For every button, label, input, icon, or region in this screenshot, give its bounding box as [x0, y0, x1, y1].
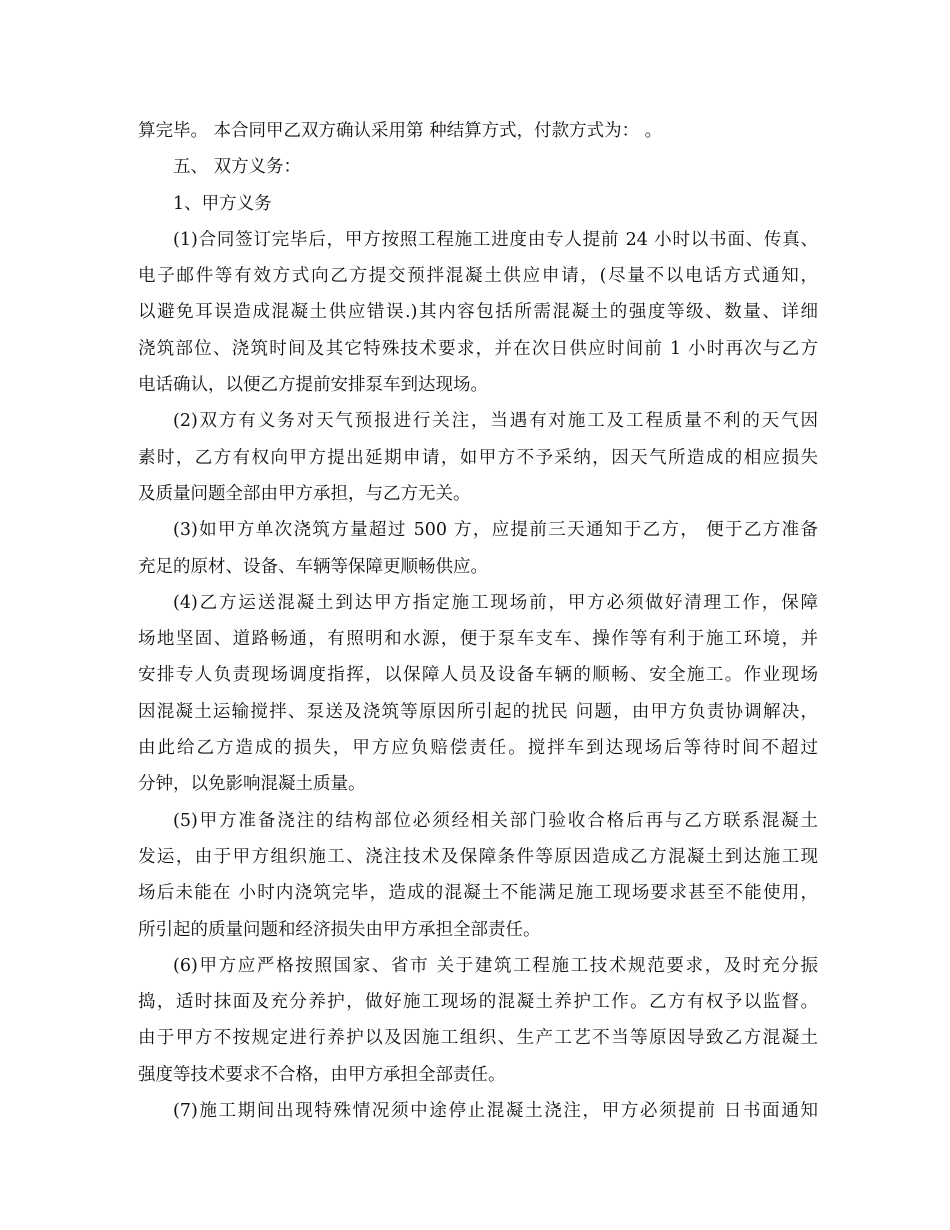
text-line: 充足的原材、设备、车辆等保障更顺畅供应。	[138, 556, 488, 577]
text-line: 及质量问题全部由甲方承担，与乙方无关。	[138, 483, 471, 504]
text-line: (2)双方有义务对天气预报进行关注，当遇有对施工及工程质量不利的天气因	[173, 411, 818, 432]
text-line: (5)甲方准备浇注的结构部位必须经相关部门验收合格后再与乙方联系混凝土	[173, 810, 818, 831]
text-line: 浇筑部位、浇筑时间及其它特殊技术要求，并在次日供应时间前 1 小时再次与乙方	[138, 338, 818, 359]
text-line: (7)施工期间出现特殊情况须中途停止混凝土浇注，甲方必须提前 日书面通知	[173, 1101, 818, 1122]
text-line: (4)乙方运送混凝土到达甲方指定施工现场前，甲方必须做好清理工作，保障	[173, 592, 818, 613]
text-line: 电子邮件等有效方式向乙方提交预拌混凝土供应申请，(尽量不以电话方式通知，	[138, 266, 818, 287]
text-line: 1、甲方义务	[173, 193, 272, 214]
text-line: 场地坚固、道路畅通，有照明和水源，便于泵车支车、操作等有利于施工环境，并	[138, 629, 818, 650]
text-line: 分钟，以免影响混凝土质量。	[138, 774, 366, 795]
text-line: 电话确认，以便乙方提前安排泵车到达现场。	[138, 375, 488, 396]
text-line: (6)甲方应严格按照国家、省市 关于建筑工程施工技术规范要求，及时充分振	[173, 955, 818, 976]
document-body	[138, 113, 818, 1129]
text-line: 由于甲方不按规定进行养护以及因施工组织、生产工艺不当等原因导致乙方混凝土	[138, 1028, 818, 1049]
text-line: 由此给乙方造成的损失，甲方应负赔偿责任。搅拌车到达现场后等待时间不超过	[138, 738, 818, 759]
text-line: 安排专人负责现场调度指挥，以保障人员及设备车辆的顺畅、安全施工。作业现场	[138, 665, 818, 686]
text-line: 发运，由于甲方组织施工、浇注技术及保障条件等原因造成乙方混凝土到达施工现	[138, 846, 818, 867]
text-line: (1)合同签订完毕后，甲方按照工程施工进度由专人提前 24 小时以书面、传真、	[173, 229, 818, 250]
text-line: 强度等技术要求不合格，由甲方承担全部责任。	[138, 1064, 506, 1085]
text-line: (3)如甲方单次浇筑方量超过 500 方，应提前三天通知于乙方， 便于乙方准备	[173, 520, 818, 541]
text-line: 算完毕。 本合同甲乙双方确认采用第 种结算方式，付款方式为： 。	[138, 121, 663, 141]
text-line: 以避免耳误造成混凝土供应错误.)其内容包括所需混凝土的强度等级、数量、详细	[138, 302, 818, 323]
text-line: 捣，适时抹面及充分养护，做好施工现场的混凝土养护工作。乙方有权予以监督。	[138, 992, 818, 1013]
text-line: 素时，乙方有权向甲方提出延期申请，如甲方不予采纳，因天气所造成的相应损失	[138, 447, 818, 468]
text-line: 场后未能在 小时内浇筑完毕，造成的混凝土不能满足施工现场要求甚至不能使用，	[138, 883, 818, 904]
text-line: 所引起的质量问题和经济损失由甲方承担全部责任。	[138, 919, 541, 940]
text-line: 因混凝土运输搅拌、泵送及浇筑等原因所引起的扰民 问题，由甲方负责协调解决，	[138, 701, 818, 722]
text-line: 五、 双方义务：	[173, 157, 302, 178]
